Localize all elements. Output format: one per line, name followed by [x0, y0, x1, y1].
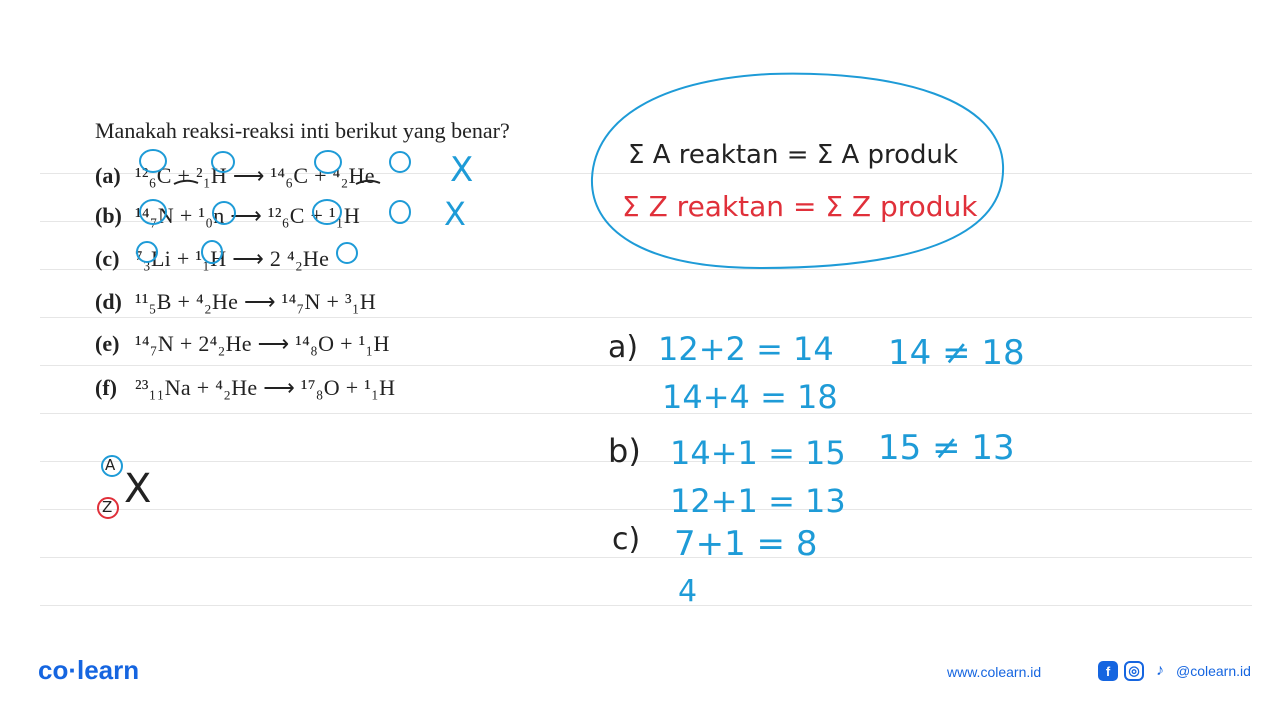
reaction-label: (a): [95, 163, 121, 188]
reaction-label: (c): [95, 246, 120, 271]
mark-wrong-a: X: [450, 150, 474, 190]
work-a-line2: 14+4 = 18: [662, 378, 838, 416]
tiktok-icon[interactable]: ♪: [1156, 662, 1164, 679]
work-b-label: b): [608, 432, 641, 470]
colearn-logo: co·learn: [38, 655, 140, 685]
reaction-label: (d): [95, 289, 122, 314]
mark-wrong-b: X: [444, 195, 466, 233]
work-a-line1: 12+2 = 14: [658, 330, 834, 368]
mark-circle: [140, 200, 166, 224]
reaction-equation: ¹⁴₇N + ¹₀n ⟶ ¹²₆C + ¹₁H: [135, 203, 361, 228]
sum-A-equation: Σ A reaktan = Σ A produk: [628, 140, 959, 170]
work-c-line1: 7+1 = 8: [674, 524, 818, 564]
reaction-label: (e): [95, 331, 120, 356]
reaction-equation: ¹¹₅B + ⁴₂He ⟶ ¹⁴₇N + ³₁H: [135, 289, 377, 314]
reaction-equation: ¹²₆C + ²₁H ⟶ ¹⁴₆C + ⁴₂He: [135, 163, 375, 188]
mark-circle: [337, 243, 357, 263]
mark-circle: [313, 200, 341, 224]
work-a-label: a): [608, 330, 639, 365]
work-b-line1: 14+1 = 15: [670, 434, 846, 472]
mark-circle: [212, 152, 234, 172]
social-handle[interactable]: @colearn.id: [1176, 663, 1251, 679]
social-links: [1098, 660, 1251, 682]
mark-circle: [390, 201, 410, 223]
reaction-equation: ⁷₃Li + ¹₁H ⟶ 2 ⁴₂He: [135, 246, 330, 271]
mark-circle: [213, 202, 235, 224]
mark-curve: [356, 181, 380, 184]
reaction-label: (b): [95, 203, 122, 228]
work-b-result: 15 ≠ 13: [878, 428, 1015, 468]
reaction-label: (f): [95, 375, 117, 400]
work-a-result: 14 ≠ 18: [888, 333, 1025, 373]
reaction-equation: ²³₁₁Na + ⁴₂He ⟶ ¹⁷₈O + ¹₁H: [135, 375, 396, 400]
mark-curve: [174, 181, 198, 184]
question-text: Manakah reaksi-reaksi inti berikut yang benar?: [95, 118, 510, 143]
nuclide-symbol-A: A: [105, 456, 116, 474]
website-url[interactable]: www.colearn.id: [947, 664, 1042, 680]
conservation-oval: [592, 74, 1003, 268]
instagram-icon[interactable]: ◎: [1124, 661, 1144, 681]
mark-circle: [202, 241, 222, 263]
work-c-label: c): [612, 522, 641, 557]
mark-circle: [390, 152, 410, 172]
work-c-line2: 4: [678, 574, 698, 609]
work-b-line2: 12+1 = 13: [670, 482, 846, 520]
mark-circle: [315, 151, 341, 173]
nuclide-symbol-X: X: [124, 466, 152, 512]
mark-circle: [140, 150, 166, 172]
reaction-equation: ¹⁴₇N + 2⁴₂He ⟶ ¹⁴₈O + ¹₁H: [135, 331, 390, 356]
sum-Z-equation: Σ Z reaktan = Σ Z produk: [622, 190, 978, 223]
nuclide-symbol-Z: Z: [102, 498, 113, 516]
facebook-icon[interactable]: f: [1098, 661, 1118, 681]
mark-circle: [137, 242, 157, 262]
